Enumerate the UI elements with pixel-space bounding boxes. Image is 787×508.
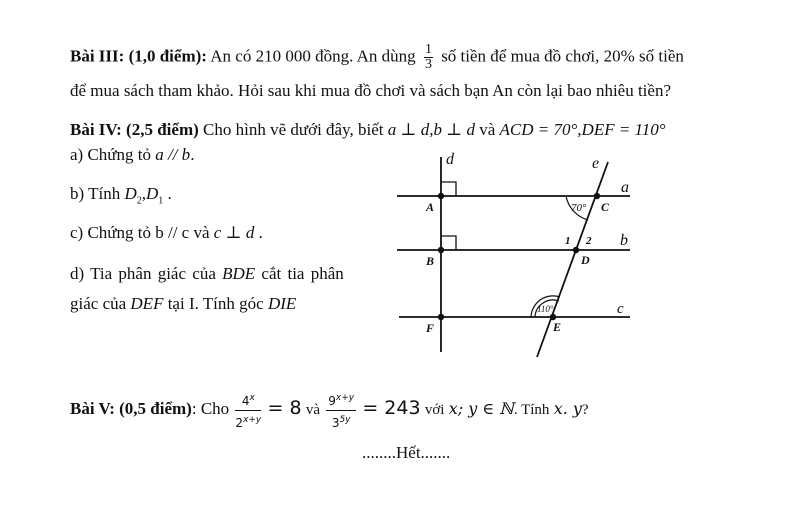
angle-acd-value: 70° xyxy=(571,202,587,214)
bai3-heading: Bài III: (1,0 điểm): xyxy=(70,46,207,66)
label-c: c xyxy=(617,301,624,317)
bai4-part-c: c) Chứng tỏ b // c và c ⊥ d . xyxy=(70,223,263,242)
label-point-d: D xyxy=(581,253,590,267)
label-b: b xyxy=(620,232,628,249)
bai5-line: Bài V: (0,5 điểm): Cho $\frac{4^x}{2^{x+y}}$ = 8 và $\frac{9^{x+y}}{3^{5y}}$ = 243 với x; y ∈ ℕ. Tính x. y? xyxy=(70,392,589,430)
bai5-ask: x. y xyxy=(553,399,582,418)
bai5-condition: x; y ∈ ℕ xyxy=(448,399,514,418)
bai4-heading: Bài IV: (2,5 điểm) xyxy=(70,120,199,139)
point-d-dot xyxy=(573,247,579,253)
bai4-part-d-line1: d) Tia phân giác của BDE cắt tia phân xyxy=(70,264,344,283)
bai3-text-a: An có 210 000 đồng. An dùng xyxy=(210,46,416,66)
point-f-dot xyxy=(438,314,444,320)
label-point-b: B xyxy=(426,254,435,268)
bai5-eq2-rhs: = 243 xyxy=(362,397,421,419)
label-e: e xyxy=(592,155,600,172)
bai5-eq1-rhs: = 8 xyxy=(267,397,302,419)
bai3-fraction: $\frac{1}{3}$ xyxy=(424,42,432,72)
bai4-given: a ⊥ d,b ⊥ d xyxy=(387,120,475,139)
angle-mark-1: 1 xyxy=(565,235,571,247)
bai4-part-d-line2: giác của DEF tại I. Tính góc DIE xyxy=(70,294,297,313)
bai4-intro: Cho hình vẽ dưới đây, biết xyxy=(203,120,384,139)
bai4-angles: ACD = 70°,DEF = 110° xyxy=(499,120,666,139)
label-point-a: A xyxy=(426,200,435,214)
label-point-e: E xyxy=(553,320,562,334)
label-d: d xyxy=(446,151,454,168)
line-e xyxy=(537,162,608,357)
bai3-text-b: số tiền để mua đồ chơi, 20% số tiền xyxy=(441,46,684,66)
label-a: a xyxy=(621,179,629,196)
bai4-line1: Bài IV: (2,5 điểm) Cho hình vẽ dưới đây, biết a ⊥ d,b ⊥ d và ACD = 70°,DEF = 110° xyxy=(70,120,666,139)
point-a-dot xyxy=(438,193,444,199)
end-marker: ........Hết....... xyxy=(362,443,451,462)
bai5-eq2-fraction: $\frac{9^{x+y}}{3^{5y}}$ xyxy=(328,392,355,430)
label-point-c: C xyxy=(601,200,610,214)
label-point-f: F xyxy=(426,321,435,335)
point-c-dot xyxy=(594,193,600,199)
bai5-heading: Bài V: (0,5 điểm) xyxy=(70,399,192,418)
angle-mark-2: 2 xyxy=(586,235,592,247)
bai5-eq1-fraction: $\frac{4^x}{2^{x+y}}$ xyxy=(235,392,262,430)
bai3-line2: để mua sách tham khảo. Hỏi sau khi mua đồ chơi và sách bạn An còn lại bao nhiêu tiền? xyxy=(70,81,671,100)
angle-def-value: 110° xyxy=(537,304,554,314)
bai4-part-a: a) Chứng tỏ a // b. xyxy=(70,145,195,164)
point-b-dot xyxy=(438,247,444,253)
bai4-part-b: b) Tính $D_2,D_1$ . xyxy=(70,184,172,207)
